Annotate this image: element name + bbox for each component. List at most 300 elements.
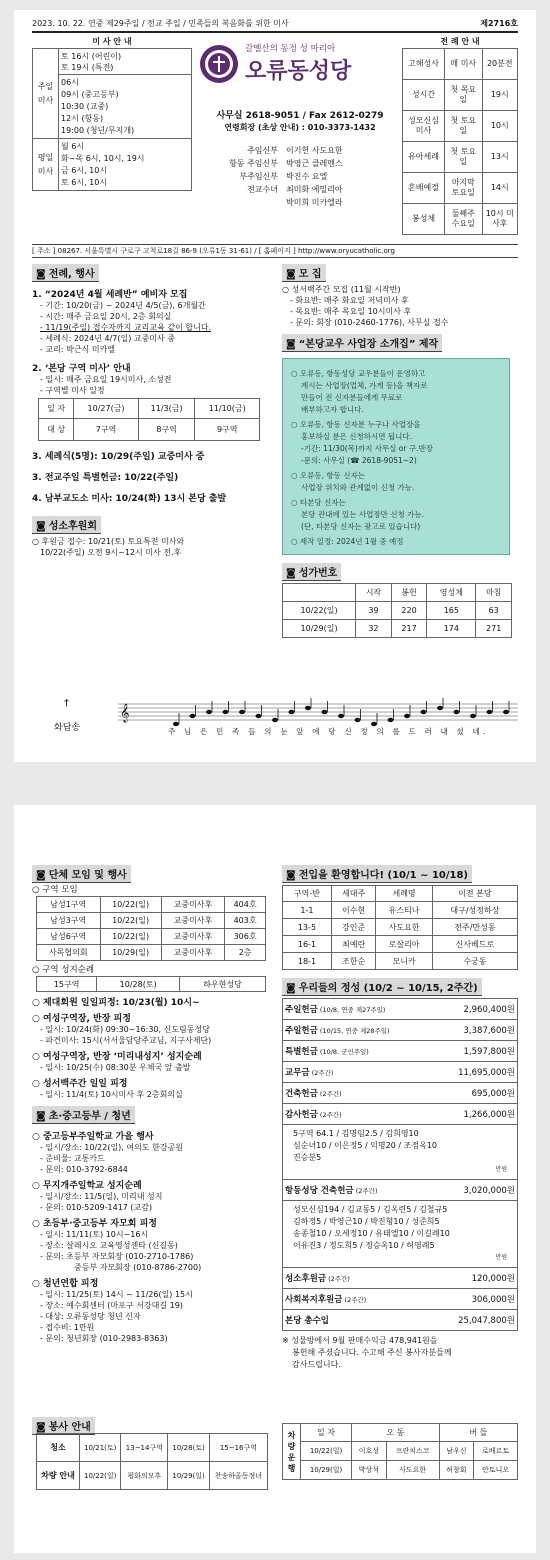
mass-schedule-table	[32, 48, 192, 191]
table-cell: 10/29(일)	[168, 1462, 210, 1490]
table-cell: 217	[391, 620, 427, 638]
table-row	[283, 1104, 518, 1125]
table-row	[37, 897, 266, 913]
clergy-role	[200, 196, 286, 209]
offering-period: (10/15, 연중 제28주일)	[317, 1027, 390, 1035]
offering-label: 항동성당 건축헌금	[285, 1186, 354, 1196]
table-cell: 10/22(일)	[301, 1442, 352, 1461]
item-title: 2. ‘본당 구역 미사’ 안내	[32, 364, 131, 374]
table-cell: 306,000원	[433, 1289, 518, 1310]
item-line: 10/22(주일) 오전 9시~12시 미사 전.후	[40, 548, 182, 557]
offering-label: 성소후원금	[285, 1274, 327, 1284]
table-cell: 306호	[225, 929, 266, 945]
parish-name: 오류동성당	[245, 59, 352, 84]
section-heading	[32, 516, 101, 534]
table-cell: 일 자	[301, 1424, 352, 1442]
table-cell: 10/22(일)	[100, 897, 161, 913]
mass-row: 12시 (항동)	[61, 113, 104, 123]
table-cell: 교중미사후	[161, 913, 225, 929]
heading-text: 봉사 안내	[48, 1422, 91, 1433]
unit-label: 만원	[495, 1166, 507, 1173]
bullet-icon: ◙	[36, 1422, 46, 1433]
groups-section	[32, 863, 268, 1344]
parish-masthead	[197, 42, 397, 104]
mass-row: 10:30 (교중)	[61, 101, 109, 111]
table-cell: 이전 본당	[432, 886, 517, 902]
music-note	[256, 714, 262, 718]
donor-line: 김하정5 / 박영근10 / 박진형10 / 성준희5	[293, 1217, 440, 1226]
table-row	[37, 913, 266, 929]
table-cell: 구역-반	[283, 886, 332, 902]
note-line: 감사드립니다.	[292, 1360, 341, 1369]
item-line: - 문의: 초등부 자모회장 (010-2710-1786)	[40, 1252, 194, 1261]
bullet-icon: ◙	[286, 870, 296, 881]
table-cell: 13-5	[283, 919, 332, 936]
item-title: ○ 성서백주간 일일 피정	[32, 1079, 128, 1089]
offering-period: (10/8, 연중 제27주일)	[317, 1006, 386, 1014]
table-cell: 대구/성정하상	[432, 902, 517, 919]
item-line: - 기간: 10/20(금) ~ 2024년 4/5(금), 6개월간	[40, 301, 206, 310]
table-cell: 고해성사	[403, 49, 445, 80]
item-line: - 구역별 미사 일정	[40, 386, 105, 395]
table-cell: 성모신심 미사	[403, 111, 445, 142]
table-row	[283, 1062, 518, 1083]
table-cell: 남우신	[439, 1442, 474, 1461]
table-cell: 174	[427, 620, 476, 638]
address-bar: [ 주소 ] 08267. 서울특별시 구로구 고척로18길 86-9 (오류1동 31-61) / [ 홈페이지 ] http://www.oryucatholic.org	[32, 244, 518, 258]
table-cell: 10/22(일)	[79, 1462, 121, 1490]
table-cell: 신사베드로	[432, 936, 517, 953]
psalm-label: 화답송	[54, 723, 81, 733]
table-cell: 최예란	[331, 936, 375, 953]
sacrament-table	[402, 48, 518, 235]
item-title: ○ 구역 모임	[32, 885, 78, 895]
table-row	[283, 1020, 518, 1041]
music-note	[454, 710, 460, 714]
music-note	[404, 714, 410, 718]
offering-period: (2주간)	[353, 1187, 378, 1195]
offering-label: 사회복지후원금	[285, 1295, 343, 1305]
table-cell: 영성체	[427, 584, 476, 602]
table-row	[403, 204, 518, 235]
clergy-name: 박영근 클레멘스	[286, 159, 343, 168]
table-cell: 하우현성당	[180, 977, 266, 992]
clergy-name: 박미희 미카엘라	[286, 198, 343, 207]
recruit-section	[282, 262, 518, 638]
offering-label: 건축헌금	[285, 1089, 318, 1099]
table-cell: 18-1	[283, 953, 332, 970]
parish-seal-icon	[199, 42, 239, 88]
table-cell: 조한순	[331, 953, 375, 970]
table-row	[283, 1461, 518, 1480]
table-cell: 첫 목요일	[445, 80, 483, 111]
notice-line: ○ 제작 일정: 2024년 1월 중 예정	[291, 537, 404, 546]
table-cell: 마침	[476, 584, 512, 602]
item-title: 1. “2024년 4월 세례반” 예비자 모집	[32, 290, 188, 300]
item-line: - 장소: 살레시오 교육영성센타 (신길동)	[40, 1241, 178, 1250]
donor-line: 진승분5	[293, 1153, 322, 1162]
parish-motto: 갈멜산의 동정 성 마리아	[245, 44, 336, 54]
clergy-role: 항동 주임신부	[229, 159, 278, 168]
music-note	[338, 714, 344, 718]
table-cell: 강인준	[331, 919, 375, 936]
clergy-role: 전교수녀	[247, 185, 278, 194]
table-cell: 120,000원	[433, 1268, 518, 1289]
section-heading	[282, 264, 326, 282]
heading-text: 우리들의 정성 (10/2 ~ 10/15, 2주간)	[298, 983, 478, 994]
table-row	[403, 111, 518, 142]
notice-line: 배부하고자 합니다.	[301, 405, 364, 414]
table-cell: 63	[476, 602, 512, 620]
item-title: ○ 구역 성지순례	[32, 965, 95, 975]
offering-label: 교무금	[285, 1068, 310, 1078]
item-line: - 문의: 010-5209-1417 (교감)	[40, 1203, 153, 1212]
table-cell: 둘째주 수요일	[445, 204, 483, 235]
mass-row: 토 19시 (특전)	[61, 62, 114, 72]
table-cell: 세례명	[376, 886, 433, 902]
clergy-name: 박진수 요엘	[286, 172, 328, 181]
table-cell: 32	[356, 620, 392, 638]
table-cell: 마지막 토요일	[445, 173, 483, 204]
table-cell: 9구역	[195, 419, 260, 441]
table-cell: 3,387,600원	[433, 1020, 518, 1041]
music-note	[305, 706, 311, 710]
table-cell: 사도요한	[386, 1461, 439, 1480]
mass-row: 19:00 (청년/무지개)	[61, 125, 135, 135]
table-cell: 10/28(토)	[97, 977, 180, 992]
table-cell: 8구역	[138, 419, 195, 441]
item-line: - 일시: 11/25(토) 14시 ~ 11/26(일) 15시	[40, 1290, 193, 1299]
table-cell: 10/27(금)	[74, 399, 139, 419]
table-cell: 교중미사후	[161, 945, 225, 961]
music-note	[223, 710, 229, 714]
bullet-icon: ◙	[286, 269, 296, 280]
weekday-mass-label-2: 미사	[37, 166, 54, 176]
table-cell: 이호성	[352, 1442, 387, 1461]
heading-text: 초·중고등부 / 청년	[48, 1111, 131, 1122]
item-title: ○ 초등부·중고등부 자모회 피정	[32, 1219, 158, 1229]
bullet-icon: ◙	[286, 983, 296, 994]
table-cell	[283, 1180, 433, 1201]
item-line: - 교리: 박근식 미카엘	[40, 345, 116, 354]
item-title: 3. 세례식(5명): 10/29(주일) 교중미사 중	[32, 452, 205, 462]
table-cell	[283, 1083, 433, 1104]
psalm-response	[32, 698, 518, 748]
table-row	[37, 945, 266, 961]
table-cell: 10/29(일)	[100, 945, 161, 961]
table-cell: 사목협의회	[37, 945, 101, 961]
section-heading	[32, 1106, 135, 1124]
sunday-mass-label-2: 미사	[37, 95, 54, 105]
table-cell: 차량 안내	[37, 1462, 80, 1490]
table-cell: 271	[476, 620, 512, 638]
table-cell: 11/10(금)	[195, 399, 260, 419]
table-cell: 16-1	[283, 936, 332, 953]
table-cell: 수궁동	[432, 953, 517, 970]
donor-line: 5구역 64.1 / 김명임2.5 / 김희영10	[293, 1129, 419, 1138]
sunday-mass-label: 주일	[37, 81, 54, 91]
bullet-icon: ◙	[36, 269, 46, 280]
table-cell: 성시간	[403, 80, 445, 111]
music-note	[388, 718, 394, 722]
office-phone: 사무실 2618-9051 / Fax 2612-0279	[216, 111, 384, 121]
note-line: 봉헌해 주셨습니다. 수고해 주신 봉사자분들께	[292, 1348, 452, 1357]
table-row	[283, 1201, 518, 1268]
item-line: - 일시: 11/11(토) 10시~16시	[40, 1230, 149, 1239]
item-line: - 문의: 회장 (010-2460-1776), 사무실 접수	[290, 318, 449, 327]
table-cell: 10/22(일)	[100, 913, 161, 929]
table-cell: 7구역	[74, 419, 139, 441]
table-cell: 10/22(일)	[100, 929, 161, 945]
table-cell: 3,020,000원	[433, 1180, 518, 1201]
table-cell: 봉헌	[391, 584, 427, 602]
music-note	[322, 710, 328, 714]
item-line: - 화요반: 매주 화요일 저녁미사 후	[290, 296, 409, 305]
table-row	[283, 584, 512, 602]
item-line: - 일시/장소: 11/5(일), 미리내 성지	[40, 1192, 163, 1201]
table-cell: 14시	[482, 173, 517, 204]
store-note	[282, 1335, 518, 1371]
table-cell	[283, 1020, 433, 1041]
table-cell: 안토니오	[474, 1461, 518, 1480]
item-title: 3. 전교주일 특별헌금: 10/22(주일)	[32, 473, 179, 483]
item-title: 4. 남부교도소 미사: 10/24(화) 13시 본당 출발	[32, 494, 227, 504]
table-cell: 차량 운행	[283, 1424, 301, 1480]
item-line: - 일시: 10/25(수) 08:30분 우체국 앞 출발	[40, 1063, 191, 1072]
liturgy-section	[32, 262, 262, 558]
bulletin-page-1	[14, 10, 536, 762]
section-heading	[282, 978, 482, 996]
table-row	[403, 49, 518, 80]
music-note	[190, 714, 196, 718]
table-row	[283, 1289, 518, 1310]
table-row	[37, 977, 266, 992]
music-note	[487, 710, 493, 714]
item-line: - 11/19(주일) 접수자까지 교리교육 같이 합니다.	[40, 323, 212, 332]
table-row	[283, 1268, 518, 1289]
table-cell: 세대주	[331, 886, 375, 902]
table-cell: 10/21(토)	[79, 1434, 121, 1462]
table-cell	[283, 1104, 433, 1125]
item-line: - 접수비: 1만원	[40, 1323, 95, 1332]
table-row	[283, 936, 518, 953]
clergy-row	[200, 183, 400, 196]
music-note	[206, 710, 212, 714]
mass-row: 09시 (중고등부)	[61, 89, 119, 99]
table-cell: 10/22(일)	[283, 602, 356, 620]
item-line: - 문의: 010-3792-6844	[40, 1165, 128, 1174]
table-cell: 11,695,000원	[433, 1062, 518, 1083]
table-cell: 대 상	[39, 419, 74, 441]
heading-text: “본당교우 사업장 소개집” 제작	[298, 339, 439, 350]
newcomers-section	[282, 863, 518, 1371]
section-heading	[32, 865, 131, 883]
bullet-icon: ◙	[286, 568, 296, 579]
donor-line: 송종철10 / 오세정10 / 유태엘10 / 이길례10	[293, 1229, 450, 1238]
table-cell: 첫 토요일	[445, 142, 483, 173]
music-note	[470, 714, 476, 718]
notice-line: 만들어 전 신자분들에게 무료로	[301, 393, 403, 402]
table-cell: 남성3구역	[37, 913, 101, 929]
bullet-icon: ◙	[36, 1111, 46, 1122]
table-row	[283, 1424, 518, 1442]
notice-line: ○ 오류동, 항동 신자분 누구나 사업장을	[291, 420, 421, 429]
table-cell: 10/29(일)	[283, 620, 356, 638]
offering-period: (2주간)	[309, 1069, 334, 1077]
mass-row: 월 6시	[61, 141, 85, 151]
mass-title: 미 사 안 내	[92, 37, 132, 46]
table-cell: 404호	[225, 897, 266, 913]
item-line: - 일시: 11/4(토) 10시미사 후 2층회의실	[40, 1090, 183, 1099]
table-row	[283, 886, 518, 902]
table-cell	[283, 1310, 433, 1331]
offering-label: 감사헌금	[285, 1110, 318, 1120]
item-line: - 목요반: 매주 목요일 10시미사 후	[290, 307, 412, 316]
table-cell: 13~14구역	[121, 1434, 168, 1462]
clergy-list	[200, 144, 400, 209]
music-note	[289, 710, 295, 714]
item-line: - 준비물: 교통카드	[40, 1154, 105, 1163]
table-row	[283, 1180, 518, 1201]
item-line: - 세례식: 2024년 4/7(일) 교중미사 중	[40, 334, 176, 343]
table-cell: 남성1구역	[37, 897, 101, 913]
heading-text: 단체 모임 및 행사	[48, 870, 127, 881]
item-line: - 파견미사: 15시(서서울담당주교님, 지구사제단)	[40, 1036, 212, 1045]
clergy-role: 부주임신부	[239, 172, 278, 181]
section-heading	[32, 264, 99, 282]
table-cell: 교중미사후	[161, 929, 225, 945]
offering-label: 주일헌금	[285, 1026, 318, 1036]
notice-line: (단, 타본당 신자는 광고로 있습니다)	[301, 522, 421, 531]
offering-period: (2주간)	[326, 1275, 350, 1283]
section-heading	[282, 563, 341, 581]
table-cell: 1,597,800원	[433, 1041, 518, 1062]
table-row	[403, 173, 518, 204]
table-row	[283, 1125, 518, 1180]
table-row	[283, 919, 518, 936]
table-cell	[283, 584, 356, 602]
mass-row: 금 6시, 10시	[61, 165, 108, 175]
table-cell	[283, 1289, 433, 1310]
music-note	[437, 706, 443, 710]
offering-table	[282, 998, 518, 1331]
offering-period: (2주간)	[342, 1296, 367, 1304]
table-row	[37, 929, 266, 945]
unit-label: 만원	[495, 1254, 507, 1261]
sacrament-title: 전 례 안 내	[440, 37, 480, 46]
section-heading	[282, 865, 472, 883]
heading-text: 전입을 환영합니다! (10/1 ~ 10/18)	[298, 870, 468, 881]
music-note	[503, 710, 509, 714]
clergy-row	[200, 144, 400, 157]
table-cell: 일 자	[39, 399, 74, 419]
zone-meeting-table	[36, 896, 266, 961]
table-cell: 찬송하올동정녀	[209, 1462, 267, 1490]
table-cell: 220	[391, 602, 427, 620]
issue-number: 제2716호	[480, 19, 518, 28]
table-cell: 유아세례	[403, 142, 445, 173]
heading-text: 성소후원회	[48, 521, 98, 532]
item-line: - 일시/장소: 10/22(일), 여의도 한강공원	[40, 1143, 184, 1152]
clergy-name: 이기헌 사도요한	[286, 146, 343, 155]
notice-line: ○ 오류동, 항동 신자는	[291, 471, 366, 480]
offering-period: (2주간)	[317, 1111, 342, 1119]
cross-icon: †	[64, 698, 69, 709]
table-cell: 10시 미사후	[482, 204, 517, 235]
table-row	[403, 80, 518, 111]
item-title: ○ 중고등부주일학교 가을 행사	[32, 1132, 154, 1142]
item-title: ○ 여성구역장, 반장 피정	[32, 1014, 131, 1024]
table-cell: 403호	[225, 913, 266, 929]
table-cell: 오 동	[352, 1424, 440, 1442]
clergy-row	[200, 196, 400, 209]
item-line: 중등부 자모회장 (010-8786-2700)	[74, 1263, 202, 1272]
table-cell: 10시	[482, 111, 517, 142]
table-cell: 허창회	[439, 1461, 474, 1480]
music-note	[421, 710, 427, 714]
table-cell: 1,266,000원	[433, 1104, 518, 1125]
table-cell: 13시	[482, 142, 517, 173]
notice-line: -기간: 11/30(목)까지 사무실 or 구.반장	[301, 444, 433, 453]
item-line: - 시간: 매주 금요일 20시, 2층 회의실	[40, 312, 172, 321]
table-cell: 시작	[356, 584, 392, 602]
music-note	[272, 718, 278, 722]
music-staff	[118, 698, 518, 728]
table-row	[283, 1442, 518, 1461]
bullet-icon: ◙	[286, 339, 296, 350]
clergy-name: 최미화 에밀리아	[286, 185, 343, 194]
heading-text: 성가번호	[298, 568, 338, 579]
treble-clef-icon: 𝄞	[120, 703, 130, 722]
table-row	[283, 999, 518, 1020]
table-cell: 1-1	[283, 902, 332, 919]
notice-line: 사업장 위치와 관계없이 신청 가능.	[301, 483, 415, 492]
table-cell: 로살리아	[376, 936, 433, 953]
table-cell: 사도요한	[376, 919, 433, 936]
item-title: ○ 청년연합 피정	[32, 1279, 99, 1289]
heading-text: 전례, 행사	[48, 269, 95, 280]
table-cell	[283, 999, 433, 1020]
table-row	[283, 1041, 518, 1062]
bullet-icon: ◙	[36, 521, 46, 532]
offering-period: (10/8, 군인주일)	[317, 1048, 369, 1056]
table-row	[37, 1462, 268, 1490]
table-cell: 교중미사후	[161, 897, 225, 913]
table-cell	[283, 1201, 518, 1268]
note-line: ※ 성물방에서 9월 판매수익금 478,941원을	[282, 1336, 438, 1345]
notice-line: ○ 타본당 신자는	[291, 498, 346, 507]
donor-line: 이유진3 / 정도희5 / 정승옥10 / 허영례5	[293, 1241, 435, 1250]
table-cell: 2,960,400원	[433, 999, 518, 1020]
table-cell: 39	[356, 602, 392, 620]
table-cell: 로베르토	[474, 1442, 518, 1461]
item-title: ○ 제대회원 일일피정: 10/23(월) 10시~	[32, 998, 200, 1008]
table-cell: 버 들	[439, 1424, 517, 1442]
mass-row: 화~목 6시, 10시, 19시	[61, 153, 145, 163]
notice-line: 계시는 사업장(업체, 가게 등)을 책자로	[301, 381, 428, 390]
clergy-role: 주임신부	[247, 146, 278, 155]
mass-row: 토 16시 (어린이)	[61, 51, 122, 61]
table-cell	[283, 1041, 433, 1062]
zone-mass-table	[38, 398, 260, 441]
pilgrimage-table	[36, 976, 266, 992]
item-line: ○ 후원금 접수: 10/21(토) 토요특전 미사와	[32, 537, 185, 546]
table-cell: 봉성체	[403, 204, 445, 235]
table-cell: 남성6구역	[37, 929, 101, 945]
notice-line: 홍보하실 분은 신청하시면 됩니다.	[301, 432, 412, 441]
table-cell: 11/3(금)	[138, 399, 195, 419]
table-cell: 매 미사	[445, 49, 483, 80]
